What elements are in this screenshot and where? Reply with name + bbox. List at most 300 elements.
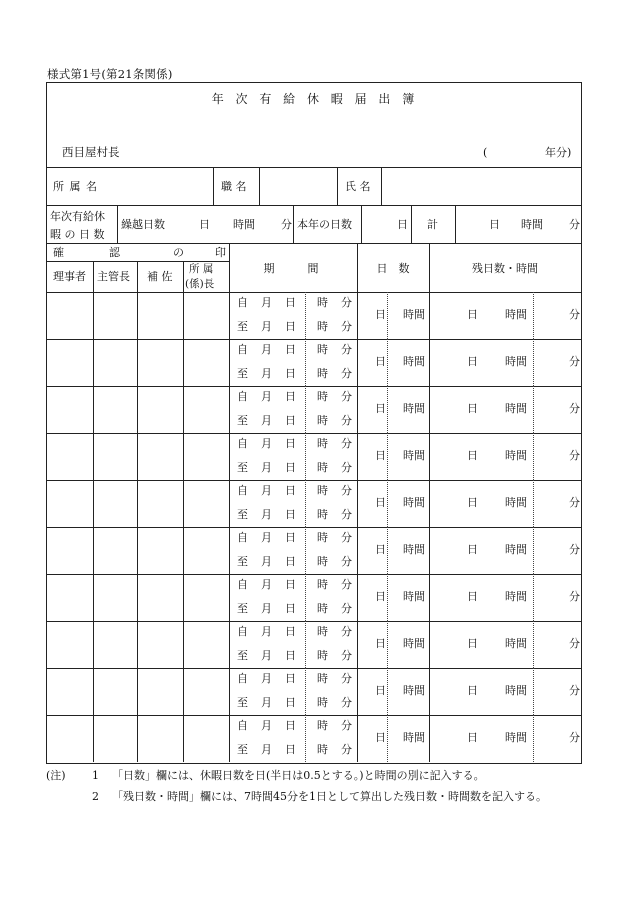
hour-label: 時 [317, 578, 328, 591]
remaining-minutes-unit: 分 [569, 684, 580, 697]
divider [47, 205, 581, 206]
column-divider [183, 527, 184, 574]
leave-register-form [46, 82, 582, 764]
from-label: 自 [237, 625, 248, 638]
dotted-divider [305, 480, 306, 527]
month-label: 月 [261, 296, 272, 309]
dotted-divider [305, 433, 306, 480]
leave-days-label-line2: 暇 の 日 数 [50, 228, 105, 241]
days-day-unit: 日 [375, 496, 386, 509]
carryover-hours-unit: 時間 [233, 218, 255, 231]
remaining-day-unit: 日 [467, 449, 478, 462]
minute-label: 分 [341, 367, 352, 380]
month-label: 月 [261, 343, 272, 356]
dotted-divider [533, 339, 534, 386]
dotted-divider [387, 433, 388, 480]
column-divider [429, 715, 430, 762]
column-divider [429, 668, 430, 715]
hour-label: 時 [317, 484, 328, 497]
month-label: 月 [261, 484, 272, 497]
remaining-day-unit: 日 [467, 496, 478, 509]
day-label: 日 [285, 414, 296, 427]
day-label: 日 [285, 743, 296, 756]
to-label: 至 [237, 414, 248, 427]
minute-label: 分 [341, 602, 352, 615]
assistant-header: 補 佐 [147, 270, 173, 283]
remaining-day-unit: 日 [467, 308, 478, 321]
dotted-divider [305, 292, 306, 339]
carryover-day-unit: 日 [199, 218, 210, 231]
month-label: 月 [261, 625, 272, 638]
remaining-day-unit: 日 [467, 355, 478, 368]
days-day-unit: 日 [375, 355, 386, 368]
column-divider [137, 715, 138, 762]
remaining-minutes-unit: 分 [569, 355, 580, 368]
column-divider [429, 339, 430, 386]
leave-days-label-line1: 年次有給休 [50, 210, 105, 223]
column-divider [429, 386, 430, 433]
column-divider [183, 433, 184, 480]
divider [293, 205, 294, 243]
column-divider [357, 386, 358, 433]
hour-label: 時 [317, 743, 328, 756]
remaining-minutes-unit: 分 [569, 543, 580, 556]
dotted-divider [387, 668, 388, 715]
column-divider [229, 527, 230, 574]
column-divider [229, 433, 230, 480]
day-label: 日 [285, 320, 296, 333]
day-label: 日 [285, 296, 296, 309]
year-label: 年分) [545, 146, 572, 159]
remaining-hours-unit: 時間 [505, 731, 527, 744]
column-divider [93, 527, 94, 574]
remaining-hours-unit: 時間 [505, 590, 527, 603]
carryover-label: 繰越日数 [121, 218, 165, 231]
from-label: 自 [237, 390, 248, 403]
notes-prefix: (注) [46, 769, 66, 782]
form-title: 年 次 有 給 休 暇 届 出 簿 [211, 92, 419, 106]
divider [93, 261, 94, 292]
column-divider [93, 339, 94, 386]
day-label: 日 [285, 508, 296, 521]
month-label: 月 [261, 390, 272, 403]
dotted-divider [387, 527, 388, 574]
column-divider [229, 386, 230, 433]
remaining-hours-unit: 時間 [505, 543, 527, 556]
divider [183, 261, 184, 292]
dotted-divider [387, 480, 388, 527]
column-divider [229, 715, 230, 762]
month-label: 月 [261, 672, 272, 685]
days-day-unit: 日 [375, 308, 386, 321]
hour-label: 時 [317, 625, 328, 638]
month-label: 月 [261, 320, 272, 333]
column-divider [183, 715, 184, 762]
days-day-unit: 日 [375, 590, 386, 603]
form-number-label: 様式第1号(第21条関係) [47, 67, 173, 81]
column-divider [229, 480, 230, 527]
month-label: 月 [261, 578, 272, 591]
minute-label: 分 [341, 437, 352, 450]
to-label: 至 [237, 602, 248, 615]
this-year-label: 本年の日数 [297, 218, 352, 231]
column-divider [357, 433, 358, 480]
day-label: 日 [285, 367, 296, 380]
divider [411, 205, 412, 243]
month-label: 月 [261, 696, 272, 709]
dotted-divider [305, 574, 306, 621]
this-year-day-unit: 日 [397, 218, 408, 231]
day-label: 日 [285, 437, 296, 450]
column-divider [93, 621, 94, 668]
from-label: 自 [237, 484, 248, 497]
column-divider [429, 574, 430, 621]
hour-label: 時 [317, 320, 328, 333]
row-divider [47, 574, 581, 575]
hour-label: 時 [317, 649, 328, 662]
row-divider [47, 480, 581, 481]
dotted-divider [533, 668, 534, 715]
month-label: 月 [261, 602, 272, 615]
dotted-divider [305, 621, 306, 668]
minute-label: 分 [341, 531, 352, 544]
dotted-divider [533, 621, 534, 668]
minute-label: 分 [341, 672, 352, 685]
minute-label: 分 [341, 743, 352, 756]
days-hours-unit: 時間 [403, 731, 425, 744]
seal-char: 認 [109, 246, 120, 259]
total-minutes-unit: 分 [569, 218, 580, 231]
days-hours-unit: 時間 [403, 402, 425, 415]
minute-label: 分 [341, 625, 352, 638]
column-divider [93, 574, 94, 621]
name-label: 氏 名 [345, 180, 371, 193]
position-label: 職 名 [221, 180, 247, 193]
hour-label: 時 [317, 508, 328, 521]
dotted-divider [305, 386, 306, 433]
dotted-divider [387, 339, 388, 386]
dotted-divider [533, 433, 534, 480]
row-divider [47, 386, 581, 387]
total-label: 計 [427, 218, 438, 231]
column-divider [357, 621, 358, 668]
minute-label: 分 [341, 390, 352, 403]
minute-label: 分 [341, 578, 352, 591]
day-label: 日 [285, 696, 296, 709]
month-label: 月 [261, 367, 272, 380]
minute-label: 分 [341, 461, 352, 474]
to-label: 至 [237, 461, 248, 474]
divider [357, 243, 358, 292]
note-text: 「日数」欄には、休暇日数を日(半日は0.5とする。)と時間の別に記入する。 [112, 769, 485, 782]
remaining-day-unit: 日 [467, 543, 478, 556]
from-label: 自 [237, 343, 248, 356]
divider [117, 205, 118, 243]
column-divider [137, 668, 138, 715]
to-label: 至 [237, 508, 248, 521]
remaining-day-unit: 日 [467, 637, 478, 650]
hour-label: 時 [317, 672, 328, 685]
days-header: 日 数 [376, 262, 410, 275]
column-divider [229, 621, 230, 668]
remaining-minutes-unit: 分 [569, 308, 580, 321]
hour-label: 時 [317, 602, 328, 615]
hour-label: 時 [317, 696, 328, 709]
period-header: 期 間 [263, 262, 319, 275]
dotted-divider [305, 339, 306, 386]
hour-label: 時 [317, 390, 328, 403]
days-hours-unit: 時間 [403, 496, 425, 509]
days-hours-unit: 時間 [403, 449, 425, 462]
column-divider [137, 480, 138, 527]
column-divider [137, 527, 138, 574]
dotted-divider [533, 480, 534, 527]
remaining-minutes-unit: 分 [569, 449, 580, 462]
dotted-divider [533, 574, 534, 621]
column-divider [93, 433, 94, 480]
dotted-divider [387, 621, 388, 668]
row-divider [47, 292, 581, 293]
month-label: 月 [261, 414, 272, 427]
minute-label: 分 [341, 649, 352, 662]
month-label: 月 [261, 649, 272, 662]
dotted-divider [387, 292, 388, 339]
hour-label: 時 [317, 461, 328, 474]
column-divider [357, 668, 358, 715]
row-divider [47, 527, 581, 528]
day-label: 日 [285, 343, 296, 356]
column-divider [429, 480, 430, 527]
column-divider [183, 621, 184, 668]
divider [229, 243, 230, 292]
days-hours-unit: 時間 [403, 543, 425, 556]
column-divider [137, 292, 138, 339]
to-label: 至 [237, 743, 248, 756]
column-divider [137, 386, 138, 433]
column-divider [229, 339, 230, 386]
minute-label: 分 [341, 296, 352, 309]
divider [259, 167, 260, 205]
to-label: 至 [237, 696, 248, 709]
remaining-hours-unit: 時間 [505, 684, 527, 697]
divider [47, 261, 229, 262]
year-open-paren: ( [483, 146, 488, 159]
chairman-header: 理事者 [53, 270, 86, 283]
month-label: 月 [261, 555, 272, 568]
from-label: 自 [237, 719, 248, 732]
hour-label: 時 [317, 343, 328, 356]
column-divider [357, 292, 358, 339]
column-divider [93, 668, 94, 715]
column-divider [183, 292, 184, 339]
hour-label: 時 [317, 414, 328, 427]
remaining-minutes-unit: 分 [569, 731, 580, 744]
minute-label: 分 [341, 696, 352, 709]
addressee: 西目屋村長 [62, 145, 120, 159]
day-label: 日 [285, 531, 296, 544]
hour-label: 時 [317, 555, 328, 568]
column-divider [137, 433, 138, 480]
dotted-divider [387, 715, 388, 762]
days-day-unit: 日 [375, 684, 386, 697]
divider [455, 205, 456, 243]
column-divider [93, 715, 94, 762]
dotted-divider [533, 715, 534, 762]
affiliation-label: 所 属 名 [53, 180, 98, 193]
column-divider [183, 668, 184, 715]
column-divider [183, 386, 184, 433]
days-hours-unit: 時間 [403, 637, 425, 650]
from-label: 自 [237, 672, 248, 685]
total-hours-unit: 時間 [521, 218, 543, 231]
to-label: 至 [237, 320, 248, 333]
day-label: 日 [285, 625, 296, 638]
chief-header: 主管長 [97, 270, 130, 283]
column-divider [137, 339, 138, 386]
remaining-day-unit: 日 [467, 684, 478, 697]
days-day-unit: 日 [375, 731, 386, 744]
note-number: 2 [92, 790, 99, 803]
remaining-hours-unit: 時間 [505, 637, 527, 650]
column-divider [229, 668, 230, 715]
column-divider [183, 480, 184, 527]
row-divider [47, 668, 581, 669]
remaining-minutes-unit: 分 [569, 637, 580, 650]
remaining-minutes-unit: 分 [569, 402, 580, 415]
days-day-unit: 日 [375, 449, 386, 462]
day-label: 日 [285, 461, 296, 474]
divider [381, 167, 382, 205]
column-divider [93, 292, 94, 339]
to-label: 至 [237, 555, 248, 568]
column-divider [357, 574, 358, 621]
divider [429, 243, 430, 292]
note-text: 「残日数・時間」欄には、7時間45分を1日として算出した残日数・時間数を記入する。 [112, 790, 547, 803]
minute-label: 分 [341, 508, 352, 521]
remaining-day-unit: 日 [467, 590, 478, 603]
to-label: 至 [237, 367, 248, 380]
day-label: 日 [285, 649, 296, 662]
day-label: 日 [285, 602, 296, 615]
days-hours-unit: 時間 [403, 590, 425, 603]
days-hours-unit: 時間 [403, 308, 425, 321]
days-day-unit: 日 [375, 402, 386, 415]
seal-char: 印 [215, 246, 226, 259]
dotted-divider [387, 574, 388, 621]
day-label: 日 [285, 578, 296, 591]
column-divider [357, 339, 358, 386]
seal-char: の [173, 246, 184, 259]
remaining-minutes-unit: 分 [569, 590, 580, 603]
dotted-divider [305, 527, 306, 574]
remaining-hours-unit: 時間 [505, 496, 527, 509]
divider [361, 205, 362, 243]
column-divider [357, 715, 358, 762]
days-day-unit: 日 [375, 543, 386, 556]
column-divider [137, 574, 138, 621]
dotted-divider [533, 386, 534, 433]
month-label: 月 [261, 437, 272, 450]
remaining-hours-unit: 時間 [505, 355, 527, 368]
section-head-header-line1: 所 属 [189, 263, 214, 275]
hour-label: 時 [317, 437, 328, 450]
minute-label: 分 [341, 320, 352, 333]
month-label: 月 [261, 508, 272, 521]
column-divider [183, 574, 184, 621]
seal-char: 確 [53, 246, 64, 259]
dotted-divider [305, 715, 306, 762]
minute-label: 分 [341, 484, 352, 497]
remaining-day-unit: 日 [467, 731, 478, 744]
month-label: 月 [261, 531, 272, 544]
remaining-day-unit: 日 [467, 402, 478, 415]
minute-label: 分 [341, 414, 352, 427]
divider [47, 167, 581, 168]
divider [137, 261, 138, 292]
column-divider [229, 292, 230, 339]
month-label: 月 [261, 743, 272, 756]
dotted-divider [387, 386, 388, 433]
from-label: 自 [237, 531, 248, 544]
month-label: 月 [261, 719, 272, 732]
minute-label: 分 [341, 555, 352, 568]
days-hours-unit: 時間 [403, 684, 425, 697]
remaining-hours-unit: 時間 [505, 308, 527, 321]
column-divider [93, 386, 94, 433]
dotted-divider [533, 527, 534, 574]
day-label: 日 [285, 719, 296, 732]
column-divider [229, 574, 230, 621]
to-label: 至 [237, 649, 248, 662]
divider [47, 243, 581, 244]
column-divider [429, 527, 430, 574]
remaining-hours-unit: 時間 [505, 402, 527, 415]
total-day-unit: 日 [489, 218, 500, 231]
row-divider [47, 433, 581, 434]
divider [213, 167, 214, 205]
from-label: 自 [237, 578, 248, 591]
day-label: 日 [285, 672, 296, 685]
minute-label: 分 [341, 719, 352, 732]
column-divider [183, 339, 184, 386]
note-number: 1 [92, 769, 99, 782]
column-divider [429, 621, 430, 668]
carryover-minutes-unit: 分 [281, 218, 292, 231]
dotted-divider [533, 292, 534, 339]
column-divider [357, 527, 358, 574]
day-label: 日 [285, 484, 296, 497]
hour-label: 時 [317, 531, 328, 544]
hour-label: 時 [317, 367, 328, 380]
column-divider [137, 621, 138, 668]
from-label: 自 [237, 296, 248, 309]
section-head-header-line2: (係)長 [185, 278, 215, 290]
remaining-header: 残日数・時間 [472, 262, 538, 275]
day-label: 日 [285, 390, 296, 403]
from-label: 自 [237, 437, 248, 450]
column-divider [93, 480, 94, 527]
remaining-hours-unit: 時間 [505, 449, 527, 462]
row-divider [47, 715, 581, 716]
row-divider [47, 621, 581, 622]
column-divider [357, 480, 358, 527]
column-divider [429, 433, 430, 480]
divider [337, 167, 338, 205]
hour-label: 時 [317, 296, 328, 309]
day-label: 日 [285, 555, 296, 568]
days-hours-unit: 時間 [403, 355, 425, 368]
column-divider [429, 292, 430, 339]
